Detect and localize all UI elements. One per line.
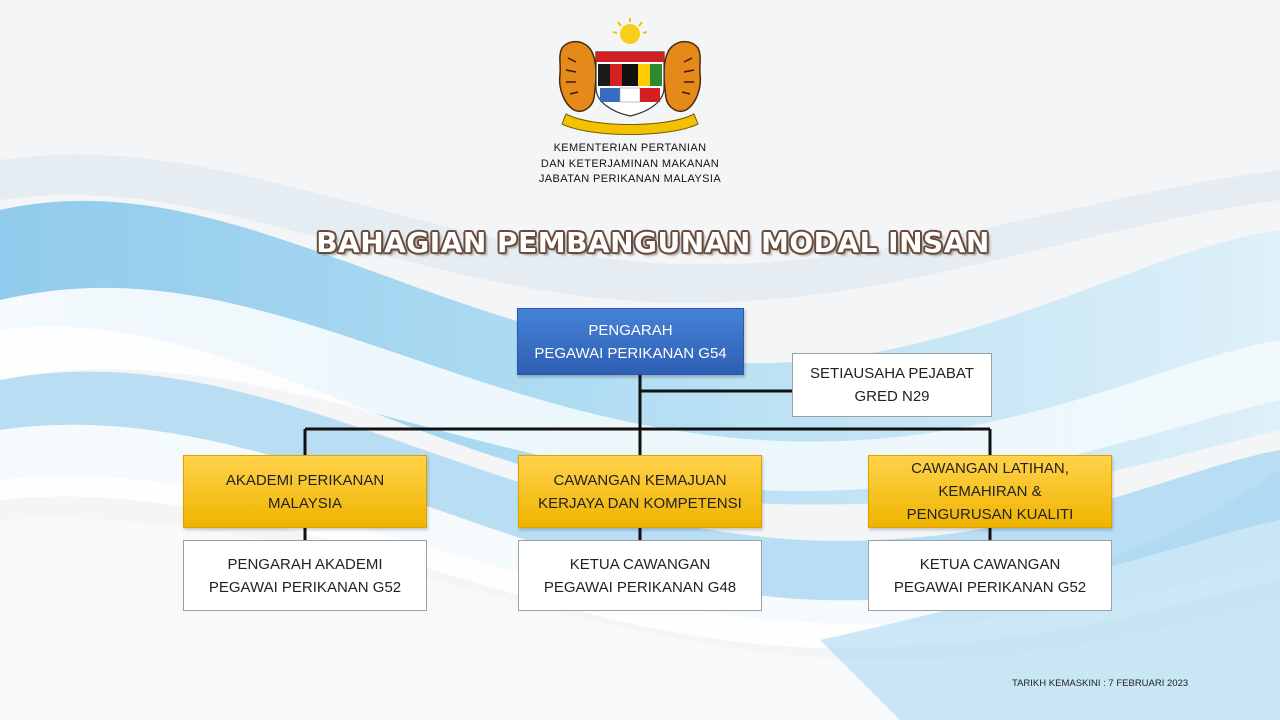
unit-name-line: CAWANGAN KEMAJUAN xyxy=(553,471,727,489)
unit-head-grade: PEGAWAI PERIKANAN G52 xyxy=(208,578,402,596)
unit-head-title: PENGARAH AKADEMI xyxy=(227,555,383,573)
director-grade: PEGAWAI PERIKANAN G54 xyxy=(534,344,727,362)
page-title: BAHAGIAN PEMBANGUNAN MODAL INSAN xyxy=(316,226,990,259)
unit-name-line: CAWANGAN LATIHAN, xyxy=(911,460,1069,477)
unit-box-kemajuan-kerjaya xyxy=(518,455,762,528)
ministry-line-3: JABATAN PERIKANAN MALAYSIA xyxy=(538,173,722,185)
unit-box-latihan-kualiti xyxy=(868,455,1112,528)
last-updated-date: TARIKH KEMASKINI : 7 FEBRUARI 2023 xyxy=(1012,678,1189,689)
unit-head-box-kemajuan-kerjaya xyxy=(518,540,762,611)
unit-head-title: KETUA CAWANGAN xyxy=(569,555,711,573)
ministry-line-2: DAN KETERJAMINAN MAKANAN xyxy=(540,157,720,170)
unit-head-box-latihan-kualiti xyxy=(868,540,1112,611)
unit-name-line: KERJAYA DAN KOMPETENSI xyxy=(538,494,742,512)
unit-name-line: PENGURUSAN KUALITI xyxy=(906,506,1074,523)
unit-name-line: AKADEMI PERIKANAN xyxy=(225,471,385,489)
unit-name-line: KEMAHIRAN & xyxy=(938,483,1042,500)
unit-head-grade: PEGAWAI PERIKANAN G52 xyxy=(893,578,1087,596)
unit-name-line: MALAYSIA xyxy=(268,494,342,512)
unit-head-grade: PEGAWAI PERIKANAN G48 xyxy=(543,578,737,596)
secretary-title: SETIAUSAHA PEJABAT xyxy=(810,365,974,382)
director-title: PENGARAH xyxy=(588,321,673,339)
unit-head-title: KETUA CAWANGAN xyxy=(919,555,1061,573)
secretary-grade: GRED N29 xyxy=(854,388,930,405)
ministry-line-1: KEMENTERIAN PERTANIAN xyxy=(553,142,707,154)
director-box xyxy=(517,308,744,375)
unit-head-box-akademi xyxy=(183,540,427,611)
unit-box-akademi xyxy=(183,455,427,528)
secretary-box xyxy=(792,353,992,417)
